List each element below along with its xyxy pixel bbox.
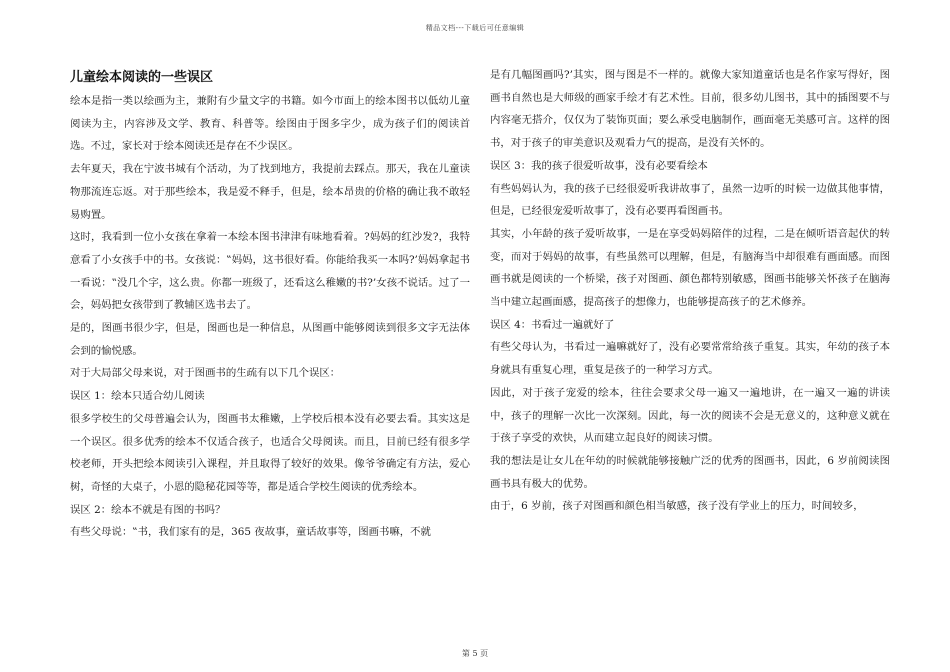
right-column [490,64,890,518]
paragraph: 对于大局部父母来说，对于图画书的生疏有以下几个误区： [70,367,341,380]
paragraph: 有些父母说：‟书，我们家有的是，365 夜故事，童话故事等，图画书嘛，不就 [70,526,431,539]
paragraph: 这时，我看到一位小女孩在拿着一本绘本图书津津有味地看着。?妈妈的红沙发?，我特意看了小女孩手中的书。女孩说：‟妈妈，这书很好看。你能给我买一本吗?’妈妈拿起书一看说：‟没几个字，这么贵。你都一班级了，还看这么稚嫩的书?’女孩不说话。过了一会，妈妈把女孩带到了教辅区选书去了。 [70,231,470,312]
article-title: 儿童绘本阅读的一些误区 [70,70,214,85]
section-heading: 误区 3：我的孩子很爱听故事，没有必要看绘本 [490,159,708,172]
section-heading: 误区 2：绘本不就是有图的书吗？ [70,503,226,516]
paragraph: 有些父母认为，书看过一遍嘛就好了，没有必要常常给孩子重复。其实，年幼的孩子本身就具有重复心理，重复是孩子的一种学习方式。 [490,341,890,377]
paragraph: 去年夏天，我在宁波书城有个活动，为了找到地方，我提前去踩点。那天，我在儿童读物那流连忘返。对于那些绘本，我是爱不释手，但是，绘本昂贵的价格的确让我不敢轻易购置。 [70,163,470,221]
section-heading: 误区 1：绘本只适合幼儿阅读 [70,390,205,403]
left-column [70,68,470,544]
paragraph: 因此，对于孩子宠爱的绘本，往往会要求父母一遍又一遍地讲，在一遍又一遍的讲读中，孩子的理解一次比一次深刻。因此，每一次的阅读不会是无意义的，这种意义就在于孩子享受的欢快，从而建立起良好的阅读习惯。 [490,386,890,445]
section-heading: 误区 4：书看过一遍就好了 [490,318,615,331]
paragraph: 其实，小年龄的孩子爱听故事，一是在享受妈妈陪伴的过程，二是在倾听语音起伏的转变，而对于妈妈的故事，有些虽然可以理解，但是，有脑海当中却很难有画面感。而图画书就是阅读的一个桥梁，孩子对图画、颜色都特别敏感，图画书能够关怀孩子在脑海当中建立起画面感，提高孩子的想像力，也能够提高孩子的艺术修养。 [490,227,890,309]
paragraph: 有些妈妈认为，我的孩子已经很爱听我讲故事了，虽然一边听的时候一边做其他事情，但是，已经很宠爱听故事了，没有必要再看图画书。 [490,182,890,218]
paragraph: 绘本是指一类以绘画为主，兼附有少量文字的书籍。如今市面上的绘本图书以低幼儿童阅读为主，内容涉及文学、教育、科普等。绘图由于图多字少，成为孩子们的阅读首选。不过，家长对于绘本阅读还是存在不少误区。 [70,95,470,153]
paragraph: 很多学校生的父母普遍会认为，图画书太稚嫩，上学校后根本没有必要去看。其实这是一个误区。很多优秀的绘本不仅适合孩子，也适合父母阅读。而且，目前已经有很多学校老师，开头把绘本阅读引入课程，并且取得了较好的效果。像爷爷确定有方法，爱心树，奇怪的大桌子，小恩的隐秘花园等等，都是适合学校生阅读的优秀绘本。 [70,412,470,493]
page-number: 第 5 页 [461,649,489,658]
page-header: 精品文档---下载后可任意编辑 [425,24,525,32]
paragraph: 是的，图画书很少字，但是，图画也是一种信息，从图画中能够阅读到很多文字无法体会到的愉悦感。 [70,322,470,357]
paragraph: 由于，6 岁前，孩子对图画和颜色相当敏感，孩子没有学业上的压力，时间较多， [490,500,864,513]
paragraph: 我的想法是让女儿在年幼的时候就能够接触广泛的优秀的图画书，因此，6 岁前阅读图画书具有极大的优势。 [490,454,890,490]
paragraph: 是有几幅图画吗?’其实，图与图是不一样的。就像大家知道童话也是名作家写得好，图画书自然也是大师级的画家手绘才有艺术性。目前，很多幼儿图书，其中的插图要不与内容毫无搭介，仅仅为了装饰页面；要么承受电脑制作，画面毫无美感可言。这样的图书，对于孩子的审美意识及观看力气的提高，是没有关怀的。 [490,69,890,150]
